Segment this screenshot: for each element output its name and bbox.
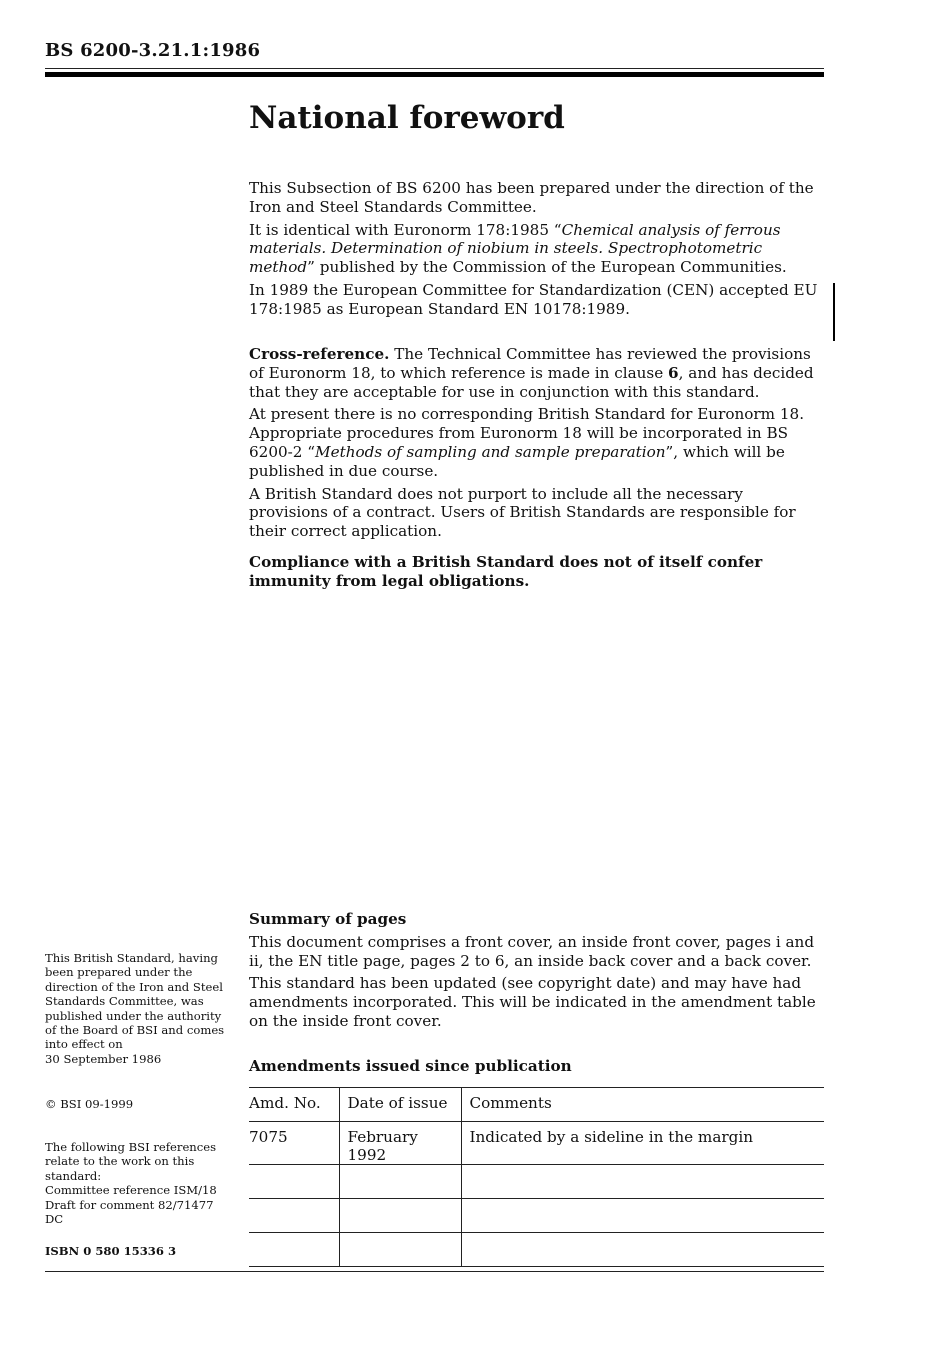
cross-reference-label: Cross-reference. — [249, 345, 390, 363]
summary-heading: Summary of pages — [249, 910, 407, 928]
clause-number: 6 — [668, 363, 679, 382]
table-cell — [249, 1165, 339, 1199]
table-row — [249, 1233, 824, 1267]
table-cell — [461, 1199, 824, 1233]
table-row — [249, 1122, 824, 1165]
column-header: Date of issue — [339, 1088, 461, 1122]
document-id: BS 6200-3.21.1:1986 — [45, 40, 261, 61]
table-cell — [461, 1233, 824, 1267]
table-row — [249, 1165, 824, 1199]
effect-line: into effect on — [45, 1037, 123, 1052]
amendment-sideline — [833, 283, 835, 341]
sampling-standard-title: Methods of sampling and sample preparation — [315, 442, 666, 461]
euronorm-title: Chemical analysis of ferrous materials. Determination of niobium in steels. Spectrophotometric method — [249, 220, 781, 277]
amendments-table — [249, 1087, 824, 1267]
copyright: © BSI 09-1999 — [45, 1097, 134, 1111]
amendments-heading: Amendments issued since publication — [249, 1057, 572, 1075]
table-cell — [249, 1233, 339, 1267]
foreword-paragraph-3: In 1989 the European Committee for Standardization (CEN) accepted EU 178:1985 as European Standard EN 10178:1989. — [249, 280, 818, 318]
bsi-references: The following BSI references relate to the work on this standard: Committee reference ISM/18 Draft for comment 82/71477 DC — [45, 1140, 235, 1226]
foreword-paragraph-2: It is identical with Euronorm 178:1985 “Chemical analysis of ferrous materials. Determination of niobium in steels. Spectrophotometric method” published by the Commission of the European Communities. — [249, 220, 787, 277]
table-row — [249, 1199, 824, 1233]
column-header: Amd. No. — [249, 1088, 339, 1122]
footer-rule — [45, 1271, 824, 1272]
cross-reference-section — [249, 345, 824, 595]
draft-reference: Draft for comment 82/71477 DC — [45, 1197, 214, 1227]
foreword-paragraph-1: This Subsection of BS 6200 has been prepared under the direction of the Iron and Steel Standards Committee. — [249, 179, 814, 216]
compliance-statement: Compliance with a British Standard does not of itself confer immunity from legal obligations. — [249, 552, 763, 590]
table-cell: Indicated by a sideline in the margin — [461, 1122, 824, 1165]
column-header: Comments — [461, 1088, 824, 1122]
table-cell — [339, 1233, 461, 1267]
summary-section — [249, 910, 824, 1035]
table-cell — [249, 1199, 339, 1233]
effect-date: 30 September 1986 — [45, 1051, 162, 1066]
table-header-row — [249, 1088, 824, 1122]
header-rule-thin — [45, 68, 824, 69]
cross-reference-paragraph-1: Cross-reference. The Technical Committee has reviewed the provisions of Euronorm 18, to which reference is made in clause 6, and has decided that they are acceptable for use in conjunction with this standard. — [249, 345, 814, 401]
summary-paragraph-2: This standard has been updated (see copyright date) and may have had amendments incorporated. This will be indicated in the amendment table on the inside front cover. — [249, 974, 816, 1030]
header-rule-thick — [45, 72, 824, 77]
publication-note: This British Standard, having been prepared under the direction of the Iron and Steel Standards Committee, was published under the authority of the Board of BSI and comes into effect on 30 September 1986 — [45, 951, 235, 1066]
isbn: ISBN 0 580 15336 3 — [45, 1244, 177, 1258]
table-cell — [461, 1165, 824, 1199]
table-cell — [339, 1199, 461, 1233]
committee-reference: Committee reference ISM/18 — [45, 1183, 217, 1198]
cross-reference-paragraph-3: A British Standard does not purport to include all the necessary provisions of a contract. Users of British Standards are responsible for their correct application. — [249, 484, 796, 541]
cross-reference-paragraph-2: At present there is no corresponding British Standard for Euronorm 18. Appropriate procedures from Euronorm 18 will be incorporated in BS 6200-2 “Methods of sampling and sample preparation”, which will be published in due course. — [249, 405, 805, 480]
summary-paragraph-1: This document comprises a front cover, an inside front cover, pages i and ii, the EN title page, pages 2 to 6, an inside back cover and a back cover. — [249, 932, 815, 970]
table-cell: 7075 — [249, 1122, 339, 1165]
table-cell: February 1992 — [339, 1122, 461, 1165]
table-cell — [339, 1165, 461, 1199]
page-title: National foreword — [249, 100, 565, 136]
foreword-section — [249, 179, 824, 323]
